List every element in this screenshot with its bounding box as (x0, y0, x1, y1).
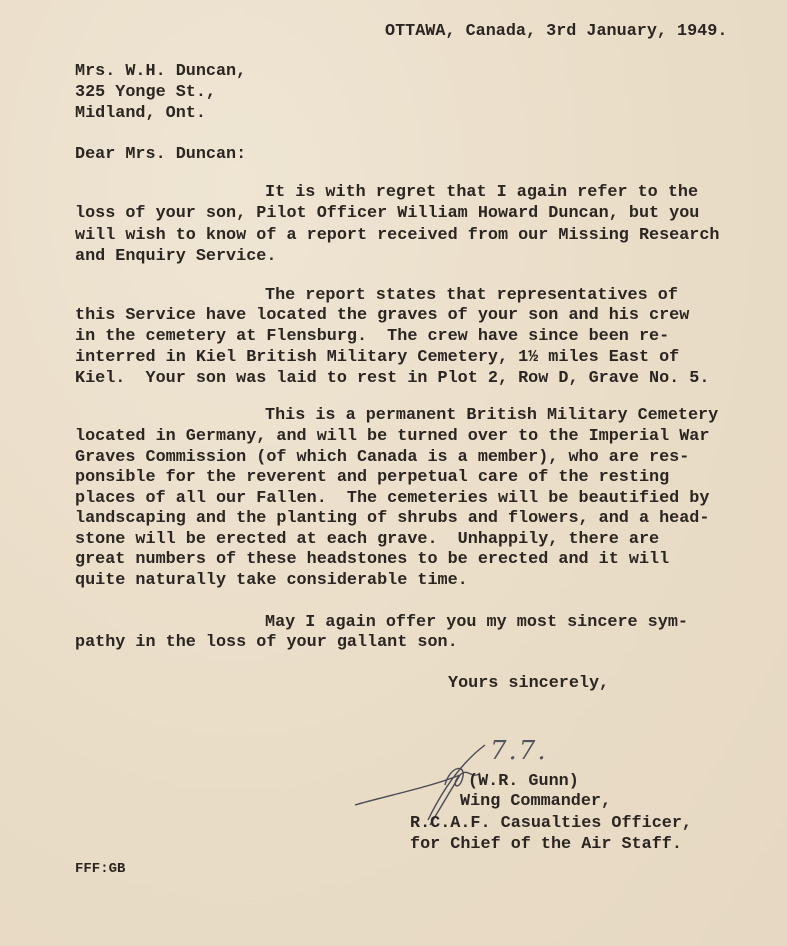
reference-initials: FFF:GB (75, 861, 126, 877)
handwritten-initials: 7.7. (490, 736, 548, 766)
address-line: Mrs. W.H. Duncan, (75, 62, 247, 81)
signatory-name: (W.R. Gunn) (468, 772, 579, 791)
body-line: great numbers of these headstones to be erected and it will (75, 550, 670, 569)
closing: Yours sincerely, (448, 674, 610, 693)
body-line: this Service have located the graves of your son and his crew (75, 306, 690, 325)
dateline: OTTAWA, Canada, 3rd January, 1949. (385, 22, 728, 41)
body-line: The report states that representatives of (265, 286, 678, 305)
signatory-rank: Wing Commander, (460, 792, 612, 811)
body-line: This is a permanent British Military Cemetery (265, 406, 719, 425)
body-line: Kiel. Your son was laid to rest in Plot 2, Row D, Grave No. 5. (75, 369, 710, 388)
body-line: will wish to know of a report received from our Missing Research (75, 226, 720, 245)
address-line: 325 Yonge St., (75, 83, 216, 102)
address-line: Midland, Ont. (75, 104, 206, 123)
body-line: interred in Kiel British Military Cemetery, 1½ miles East of (75, 348, 680, 367)
body-line: Graves Commission (of which Canada is a member), who are res- (75, 448, 690, 467)
body-line: pathy in the loss of your gallant son. (75, 633, 458, 652)
body-line: places of all our Fallen. The cemeteries will be beautified by (75, 489, 710, 508)
body-line: It is with regret that I again refer to the (265, 183, 699, 202)
signatory-title: R.C.A.F. Casualties Officer, (410, 814, 692, 833)
body-line: in the cemetery at Flensburg. The crew have since been re- (75, 327, 670, 346)
body-line: located in Germany, and will be turned over to the Imperial War (75, 427, 710, 446)
salutation: Dear Mrs. Duncan: (75, 145, 247, 164)
body-line: loss of your son, Pilot Officer William Howard Duncan, but you (75, 204, 700, 223)
body-line: ponsible for the reverent and perpetual care of the resting (75, 468, 670, 487)
body-line: and Enquiry Service. (75, 247, 277, 266)
body-line: stone will be erected at each grave. Unhappily, there are (75, 530, 660, 549)
body-line: May I again offer you my most sincere sym- (265, 613, 688, 632)
body-line: landscaping and the planting of shrubs and flowers, and a head- (75, 509, 710, 528)
signatory-for: for Chief of the Air Staff. (410, 835, 682, 854)
body-line: quite naturally take considerable time. (75, 571, 468, 590)
